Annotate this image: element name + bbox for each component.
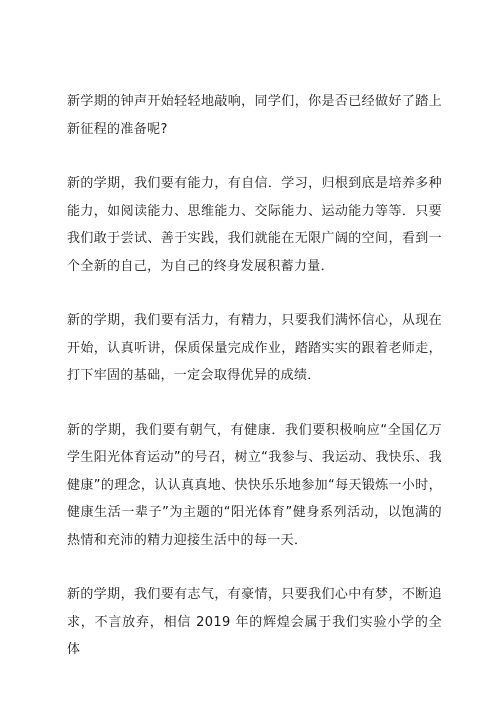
paragraph-ambition: 新的学期，我们要有志气，有豪情，只要我们心中有梦，不断追求，不言放弃，相信 2019 年的辉煌会属于我们实验小学的全体 [67, 587, 442, 657]
paragraph-vitality: 新的学期，我们要有活力，有精力，只要我们满怀信心，从现在开始，认真听讲，保质保量完成作业，踏踏实实的跟着老师走，打下牢固的基础，一定会取得优异的成绩． [67, 313, 442, 383]
paragraph-health: 新的学期，我们要有朝气，有健康．我们要积极响应“全国亿万学生阳光体育运动”的号召，树立“我参与、我运动、我快乐、我健康”的理念，认认真真地、快快乐乐地参加“每天锻炼一小时，健康生活一辈子”为主题的“阳光体育”健身系列活动，以饱满的热情和充沛的精力迎接生活中的每一天． [67, 422, 442, 548]
paragraph-intro: 新学期的钟声开始轻轻地敲响，同学们，你是否已经做好了踏上新征程的准备呢? [67, 94, 442, 137]
paragraph-ability: 新的学期，我们要有能力，有自信．学习，归根到底是培养多种能力，如阅读能力、思维能力、交际能力、运动能力等等．只要我们敢于尝试、善于实践，我们就能在无限广阔的空间，看到一个全新的自己，为自己的终身发展积蓄力量． [67, 176, 442, 274]
document-body [67, 88, 442, 664]
